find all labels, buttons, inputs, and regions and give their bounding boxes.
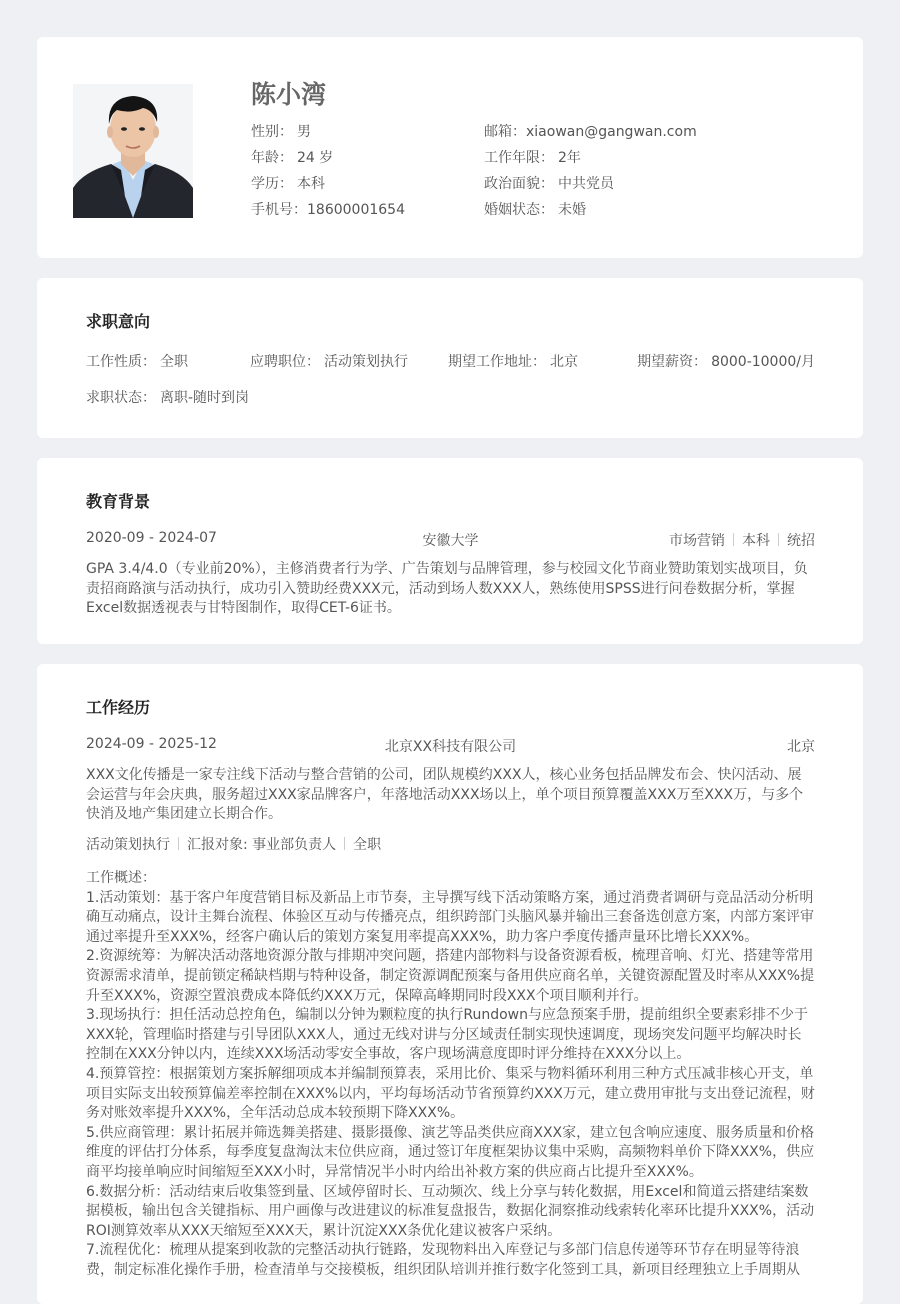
divider: [778, 533, 779, 546]
education-label: 学历：: [251, 176, 293, 192]
gender-field: [251, 121, 311, 141]
role: 活动策划执行: [86, 837, 170, 853]
job-type-label: 工作性质：: [86, 354, 156, 370]
company-description: XXX文化传播是一家专注线下活动与整合营销的公司，团队规模约XXX人，核心业务包括品牌发布会、快闪活动、展会运营与年会庆典，服务超过XXX家品牌客户，年落地活动XXX场以上，单个项目预算覆盖XXX万至XXX万，与多个快消及地产集团建立长期合作。: [86, 767, 804, 823]
gender-value: 男: [297, 124, 311, 140]
marital-label: 婚姻状态：: [484, 202, 554, 218]
phone-label: 手机号：: [251, 202, 307, 218]
experience-value: 2年: [558, 150, 581, 166]
divider: [344, 837, 345, 850]
overview-item: 3.现场执行：担任活动总控角色，编制以分钟为颗粒度的执行Rundown与应急预案手册，提前组织全要素彩排不少于XXX轮，管理临时搭建与引导团队XXX人，通过无线对讲与分区域责任制实现快速调度，现场突发问题平均解决时长控制在XXX分钟以内，连续XXX场活动零安全事故，客户现场满意度即时评分维持在XXX分以上。: [86, 1007, 808, 1063]
education-field: [251, 173, 325, 193]
status-field: [86, 387, 249, 407]
company-name: 北京XX科技有限公司: [384, 739, 517, 755]
education-description: GPA 3.4/4.0（专业前20%），主修消费者行为学、广告策划与品牌管理，参与校园文化节商业赞助策划实战项目，负责招商路演与活动执行，成功引入赞助经费XXX元，活动到场人数XXX人，熟练使用SPSS进行问卷数据分析，掌握Excel数据透视表与甘特图制作，取得CET-6证书。: [86, 561, 808, 617]
degree: 本科: [742, 533, 770, 549]
phone-field: [251, 199, 405, 219]
section-title-education: 教育背景: [86, 492, 151, 511]
political-field: [484, 173, 614, 193]
gender-label: 性别：: [251, 124, 293, 140]
location-field: [448, 351, 578, 371]
position-field: [250, 351, 408, 371]
overview-item: 2.资源统筹：为解决活动落地资源分散与排期冲突问题，搭建内部物料与设备资源看板，梳理音响、灯光、搭建等常用资源需求清单，提前锁定稀缺档期与特种设备，制定资源调配预案与备用供应商名单，关键资源配置及时率从XXX%提升至XXX%，资源空置浪费成本降低约XXX万元，保障高峰期同时段XXX个项目顺利并行。: [86, 948, 815, 1004]
position-value: 活动策划执行: [324, 354, 408, 370]
school-name: 安徽大学: [422, 533, 479, 549]
overview-label: 工作概述：: [86, 870, 156, 886]
report-to: 汇报对象: 事业部负责人: [187, 837, 337, 853]
work-city: 北京: [787, 739, 815, 755]
education-row: [86, 530, 815, 550]
experience-label: 工作年限：: [484, 150, 554, 166]
age-label: 年龄：: [251, 150, 293, 166]
education-period: 2020-09 - 2024-07: [86, 530, 217, 546]
divider: [178, 837, 179, 850]
section-title-intention: 求职意向: [86, 312, 151, 331]
job-type-value: 全职: [160, 354, 188, 370]
age-value: 24 岁: [297, 150, 334, 166]
job-intention-card: [37, 278, 863, 438]
political-value: 中共党员: [558, 176, 614, 192]
email-label: 邮箱：: [484, 124, 526, 140]
divider: [733, 533, 734, 546]
work-row: [86, 736, 815, 756]
profile-photo: [73, 84, 193, 218]
location-value: 北京: [550, 354, 578, 370]
portrait-image: [73, 84, 193, 218]
section-title-work: 工作经历: [86, 698, 151, 717]
job-type-field: [86, 351, 188, 371]
salary-field: [637, 351, 815, 371]
education-tags: [669, 530, 815, 550]
phone-value: 18600001654: [307, 202, 405, 218]
salary-value: 8000-10000/月: [711, 354, 815, 370]
candidate-name: 陈小湾: [251, 80, 327, 109]
marital-field: [484, 199, 586, 219]
role-row: [86, 834, 815, 854]
status-label: 求职状态：: [86, 390, 156, 406]
enroll-type: 统招: [787, 533, 815, 549]
location-label: 期望工作地址：: [448, 354, 546, 370]
position-label: 应聘职位：: [250, 354, 320, 370]
overview-item: 5.供应商管理：累计拓展并筛选舞美搭建、摄影摄像、演艺等品类供应商XXX家，建立包含响应速度、服务质量和价格维度的评估打分体系，每季度复盘淘汰末位供应商，通过签订年度框架协议集中采购，高频物料单价下降XXX%，供应商平均接单响应时间缩短至XXX小时，异常情况半小时内给出补救方案的供应商占比提升至XXX%。: [86, 1124, 815, 1180]
email-field: [484, 121, 697, 141]
overview-item: 6.数据分析：活动结束后收集签到量、区域停留时长、互动频次、线上分享与转化数据，用Excel和简道云搭建结案数据模板，输出包含关键指标、用户画像与改进建议的标准复盘报告，数据化洞察推动线索转化率环比提升XXX%，活动ROI测算效率从XXX天缩短至XXX天，累计沉淀XXX条优化建议被客户采纳。: [86, 1183, 815, 1239]
marital-value: 未婚: [558, 202, 586, 218]
age-field: [251, 147, 333, 167]
profile-card: [37, 37, 863, 258]
employment-type: 全职: [353, 837, 382, 853]
status-value: 离职-随时到岗: [160, 390, 250, 406]
work-overview: [86, 869, 815, 1280]
salary-label: 期望薪资：: [637, 354, 708, 370]
experience-field: [484, 147, 581, 167]
major: 市场营销: [669, 533, 725, 549]
email-value: xiaowan@gangwan.com: [526, 124, 697, 140]
education-value: 本科: [297, 176, 325, 192]
political-label: 政治面貌：: [484, 176, 554, 192]
work-experience-card: [37, 664, 863, 1304]
overview-item: 7.流程优化：梳理从提案到收款的完整活动执行链路，发现物料出入库登记与多部门信息传递等环节存在明显等待浪费，制定标准化操作手册，检查清单与交接模板，组织团队培训并推行数字化签到工具，新项目经理独立上手周期从: [86, 1242, 800, 1278]
overview-item: 1.活动策划：基于客户年度营销目标及新品上市节奏，主导撰写线下活动策略方案，通过消费者调研与竞品活动分析明确互动痛点，设计主舞台流程、体验区互动与传播亮点，组织跨部门头脑风暴并输出三套备选创意方案，内部方案评审通过率提升至XXX%，经客户确认后的策划方案复用率提高XXX%，助力客户季度传播声量环比增长XXX%。: [86, 889, 814, 945]
work-period: 2024-09 - 2025-12: [86, 736, 217, 752]
education-card: [37, 458, 863, 644]
overview-item: 4.预算管控：根据策划方案拆解细项成本并编制预算表，采用比价、集采与物料循环利用三种方式压减非核心开支，单项目实际支出较预算偏差率控制在XXX%以内，平均每场活动节省预算约XXX万元，建立费用审批与支出登记流程，财务对账效率提升XXX%，全年活动总成本较预期下降XXX%。: [86, 1065, 815, 1122]
